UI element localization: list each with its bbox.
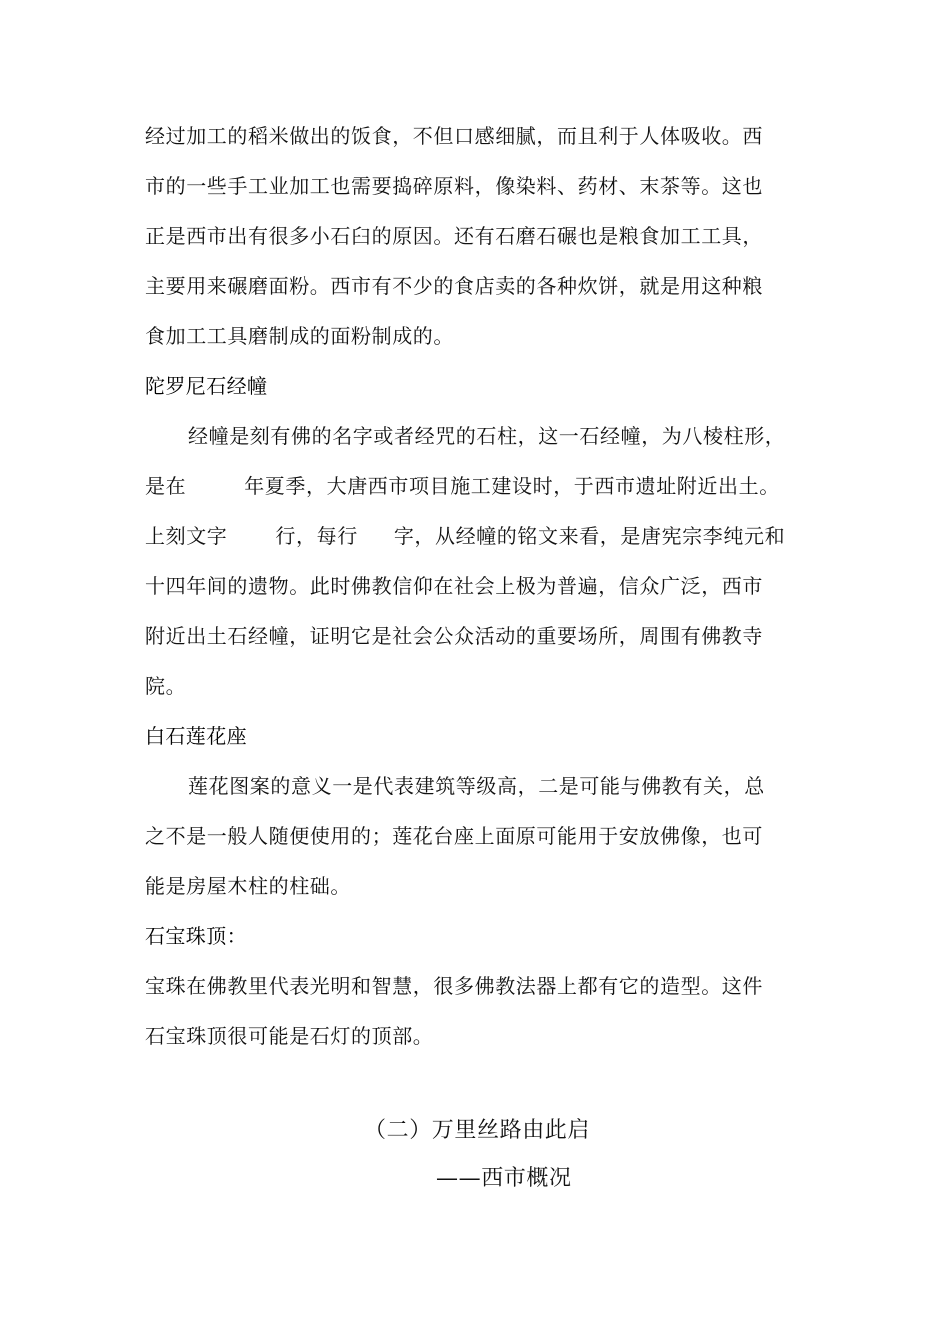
body-line: 附近出土石经幢，证明它是社会公众活动的重要场所，周围有佛教寺 <box>145 624 763 648</box>
body-text: 也是粮食加工工具， <box>577 224 764 248</box>
body-line: 宝珠在佛教里代表光明和智慧，很多佛教法器上都有它的造型。这件 <box>145 974 763 998</box>
body-text: 正是西市出有很多小石臼的原因。还有 <box>145 224 496 248</box>
body-line: 石宝珠顶很可能是石灯的顶部。 <box>145 1024 434 1048</box>
body-line <box>145 224 763 248</box>
section-heading-stone-pearl-finial: 石宝珠顶： <box>145 924 247 948</box>
body-line: 食加工工具磨制成的面粉制成的。 <box>145 324 454 348</box>
body-line: 能是房屋木柱的柱础。 <box>145 874 351 898</box>
chapter-title: （二）万里丝路由此启 <box>364 1118 591 1143</box>
section-heading-lotus-base: 白石莲花座 <box>145 724 247 748</box>
body-text: 年夏季，大唐西市项目施工建设时，于西市遗址附近出土。 <box>244 474 780 498</box>
body-text: 字，从经幢的铭文来看，是唐宪宗李纯元和 <box>393 524 786 548</box>
body-line: 主要用来碾磨面粉。西市有不少的食店卖的各种炊饼，就是用这种粮 <box>145 274 763 298</box>
section-heading-dharani-pillar: 陀罗尼石经幢 <box>145 374 268 398</box>
body-text: 行，每行 <box>275 524 358 548</box>
body-line: 莲花图案的意义一是代表建筑等级高，二是可能与佛教有关，总 <box>188 774 765 798</box>
emphasized-term: 石磨石碾 <box>495 224 578 248</box>
body-line: 经幢是刻有佛的名字或者经咒的石柱，这一石经幢，为八棱柱形， <box>188 424 786 448</box>
body-line: 之不是一般人随便使用的；莲花台座上面原可能用于安放佛像，也可 <box>145 824 763 848</box>
body-text: 是在 <box>145 474 187 498</box>
body-line <box>145 524 785 548</box>
body-line: 经过加工的稻米做出的饭食，不但口感细腻，而且利于人体吸收。西 <box>145 124 763 148</box>
body-text: 上刻文字 <box>145 524 228 548</box>
body-line: 院。 <box>145 674 187 698</box>
body-line <box>145 474 780 498</box>
body-line: 市的一些手工业加工也需要捣碎原料，像染料、药材、末茶等。这也 <box>145 174 763 198</box>
body-line: 十四年间的遗物。此时佛教信仰在社会上极为普遍，信众广泛，西市 <box>145 574 763 598</box>
chapter-subtitle: ——西市概况 <box>436 1166 572 1191</box>
